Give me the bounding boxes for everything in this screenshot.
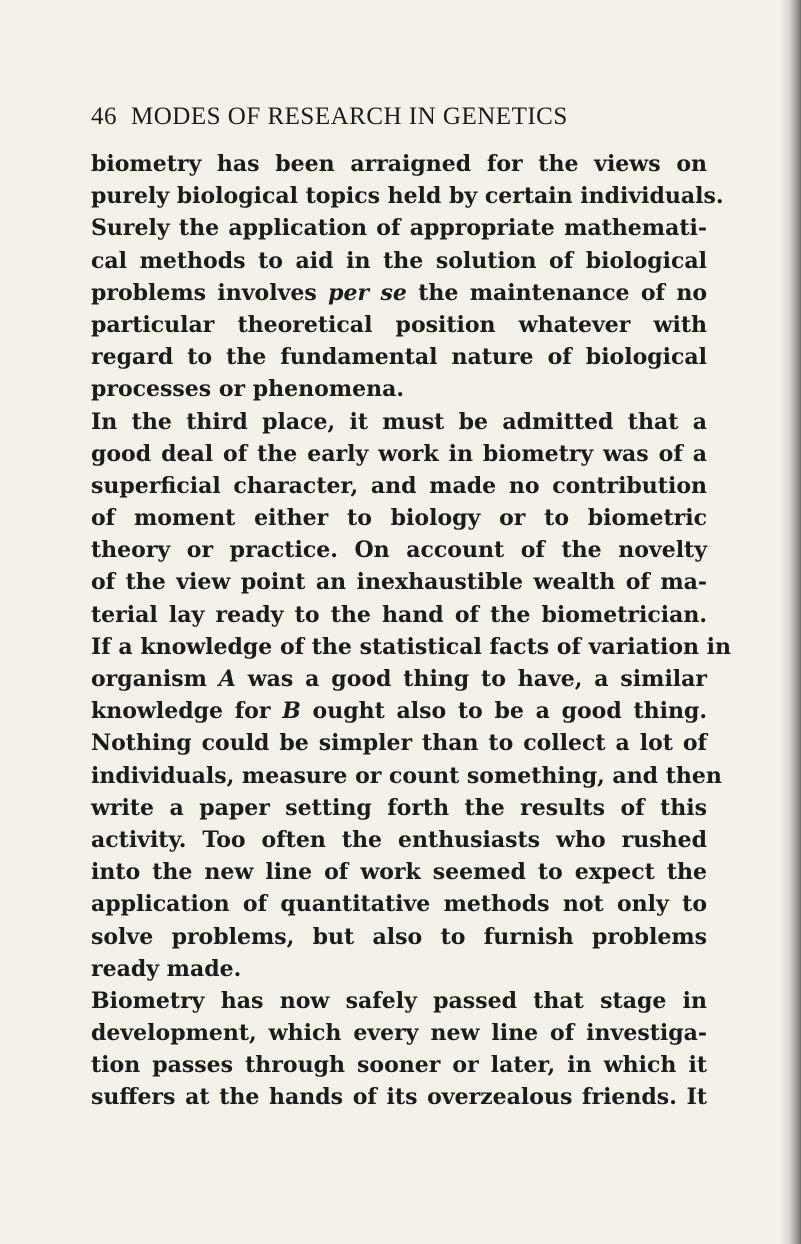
text-line: terial lay ready to the hand of the biometrician.	[91, 601, 707, 628]
text-span: ought also to be a good thing.	[300, 698, 707, 725]
running-header	[91, 97, 711, 137]
text-line: theory or practice. On account of the novelty	[91, 537, 707, 564]
text-line: biometry has been arraigned for the views on	[91, 151, 707, 177]
text-line	[91, 695, 707, 727]
text-line: solve problems, but also to furnish problems	[91, 923, 707, 950]
text-line: superficial character, and made no contribution	[91, 472, 707, 499]
text-line: Nothing could be simpler than to collect a lot of	[91, 730, 707, 757]
text-line: of moment either to biology or to biometric	[91, 505, 707, 532]
text-span: the maintenance of no	[406, 279, 708, 306]
text-line: cal methods to aid in the solution of biological	[91, 247, 707, 274]
running-title: MODES OF RESEARCH IN GENETICS	[131, 103, 568, 130]
text-line: application of quantitative methods not only to	[91, 891, 707, 918]
text-span: was a good thing to have, a similar	[235, 666, 708, 692]
text-line: tion passes through sooner or later, in which it	[91, 1052, 707, 1079]
text-line	[91, 277, 707, 309]
text-line: If a knowledge of the statistical facts of variation in	[91, 633, 732, 660]
text-line: Surely the application of appropriate mathemati-	[91, 215, 707, 242]
text-span: knowledge for	[91, 698, 283, 725]
text-line: write a paper setting forth the results of this	[91, 794, 707, 821]
paragraph-start-line: In the third place, it must be admitted that a	[91, 408, 707, 435]
italic-term: per se	[328, 279, 407, 306]
text-line: processes or phenomena.	[91, 376, 405, 403]
paragraph-start-line: Biometry has now safely passed that stage in	[91, 987, 707, 1014]
text-line	[91, 663, 707, 695]
text-span: problems involves	[91, 279, 329, 306]
text-line: purely biological topics held by certain individuals.	[91, 183, 724, 210]
text-line: good deal of the early work in biometry was of a	[91, 440, 707, 467]
text-line: regard to the fundamental nature of biological	[91, 344, 707, 371]
page-edge-shadow	[779, 0, 801, 1244]
text-line: individuals, measure or count something, and then	[91, 762, 722, 789]
text-line: ready made.	[91, 955, 242, 982]
text-line: suffers at the hands of its overzealous friends. It	[91, 1084, 707, 1111]
text-line: activity. Too often the enthusiasts who rushed	[91, 826, 707, 853]
text-line: development, which every new line of investiga-	[91, 1020, 707, 1047]
page-number: 46	[91, 103, 117, 130]
italic-term: A	[218, 666, 236, 692]
text-line: into the new line of work seemed to expect the	[91, 859, 707, 886]
body-text	[91, 148, 732, 1114]
text-line: of the view point an inexhaustible wealth of ma-	[91, 569, 707, 596]
italic-term: B	[282, 698, 301, 725]
text-line: particular theoretical position whatever with	[91, 311, 707, 338]
text-span: organism	[91, 666, 219, 692]
